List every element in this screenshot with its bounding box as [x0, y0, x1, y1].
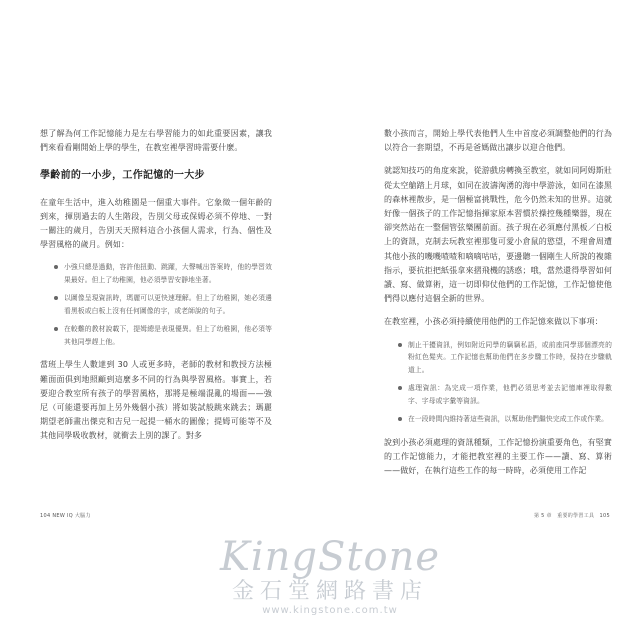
right-bullet-list: [384, 339, 612, 426]
list-item: [54, 292, 272, 317]
right-paragraph-4: 說到小孩必須處理的資訊種類，工作記憶扮演重要角色，有堅實的工作記憶能力，才能把教室裡的主要工作——讀、寫、算術——做好，在執行這些工作的每一時時，必須使用工作記: [384, 437, 612, 476]
list-item-text: 小強只總是過動，容許他扭動、跳躍，大聲喊出答案時，他的學習效果最好。但上了幼稚園，他必須學習安靜地坐著。: [64, 263, 272, 284]
list-item: [398, 413, 612, 426]
left-page-text-column: [40, 127, 272, 453]
list-item-text: 以圖像呈現資訊時，瑪麗可以更快速理解。但上了幼稚園，她必須邊看黑板或白板上沒有任何圖像的字，或老師說的句子。: [64, 294, 272, 315]
list-item-text: 處理資訊：為完成一項作業，他們必須思考並去記憶庫裡取得數字、字母或字彙等資訊。: [408, 384, 612, 405]
bullet-dot-icon: [54, 265, 58, 269]
left-paragraph-1: 在童年生活中，進入幼稚園是一個重大事件。它象徵一個年齡的到來，揮別過去的人生階段，告別父母或保姆必須不停地、一對一關注的歲月，告別天天照料這合小孩個人需求，行為、個性及學習風格的歲月。例如：: [40, 197, 272, 250]
list-item-text: 制止干擾資訊，例如附近同學的竊竊私語，或前座同學那個漂亮的粉紅色髮夾。工作記憶也幫助他們在多步驟工作時，保持在步驟軌道上。: [408, 340, 612, 374]
list-item: [398, 339, 612, 377]
watermark-logo: KingStone: [219, 534, 441, 580]
bullet-dot-icon: [398, 386, 402, 390]
list-item: [54, 261, 272, 286]
right-paragraph-3: 在教室裡，小孩必須持續使用他們的工作記憶來做以下事項：: [384, 317, 603, 327]
left-page: [0, 0, 320, 520]
list-item: [54, 323, 272, 348]
right-paragraph-2: 就認知技巧的角度來說，從游戲房轉換至教室，就如同阿姆斯壯從太空艙踏上月球，如同在波濤洶湧的海中學游泳，如同在漆黑的森林裡散步，是一個極富挑戰性，危今仍然未知的世界。這就好像一個孩子的工作記憶指揮家原本習慣於操控幾種樂器，現在卻突然站在一整個管弦樂團前面。孩子現在必須應付黑板／白板上的資訊，克制去玩教室裡那隻可愛小倉鼠的慾望，不理會周遭其他小孩的嘰嘰喳喳和嘀嘀咕咕，要邊聽一個剛生人所說的複雜指示，要抗拒把紙張拿來摺飛機的誘惑；哦，當然還得學習如何讀、寫、做算術，這一切即仰仗他們的工作記憶，工作記憶使他們得以應付這個全新的世界。: [384, 166, 612, 304]
list-item-text: 在較難的教材說載下，提姆總是表現優異。但上了幼稚園，他必須等其他同學趕上他。: [64, 325, 272, 346]
section-heading: 學齡前的一小步，工作記憶的一大步: [40, 170, 205, 182]
watermark-chinese-name: 金石堂網路書店: [231, 579, 428, 604]
bullet-dot-icon: [398, 343, 402, 347]
intro-paragraph: 想了解為何工作記憶能力是左右學習能力的如此重要因素，讓我們來看看剛開始上學的學生，在教室裡學習時需要什麼。: [40, 129, 272, 153]
right-page-folio: 第 5 章 重要的學習工具 105: [533, 513, 610, 519]
list-item-text: 在一段時間內維持著這些資訊，以幫助他們繼快完成工作或作業。: [408, 415, 609, 424]
bullet-dot-icon: [398, 417, 402, 421]
left-bullet-list: [40, 261, 272, 348]
list-item: [398, 382, 612, 407]
right-paragraph-1: 數小孩而言，開始上學代表他們人生中首度必須調整他們的行為以符合一套期望，不再是爸媽做出讓步以迎合他們。: [384, 129, 612, 153]
bullet-dot-icon: [54, 327, 58, 331]
bullet-dot-icon: [54, 296, 58, 300]
kingstone-watermark: [195, 535, 465, 617]
left-paragraph-2: 當班上學生人數達到 30 人或更多時，老師的教材和教授方法極難面面俱到地照顧到這麼多不同的行為與學習風格。事實上，若要迎合教室所有孩子的學習風格，那將是極端混亂的場面——強尼（可能還要再加上另外幾個小孩）將如裝試般跳來跳去；瑪麗期望老師畫出傑克和吉兒一起提一桶水的圖像；提姆可能等不及其他同學吸收教材，就衝去上別的課了。對多: [40, 360, 272, 441]
left-page-folio: 104 NEW IQ 大腦力: [40, 513, 91, 519]
watermark-url: www.kingstone.com.tw: [262, 605, 398, 616]
right-page-text-column: [384, 127, 612, 487]
